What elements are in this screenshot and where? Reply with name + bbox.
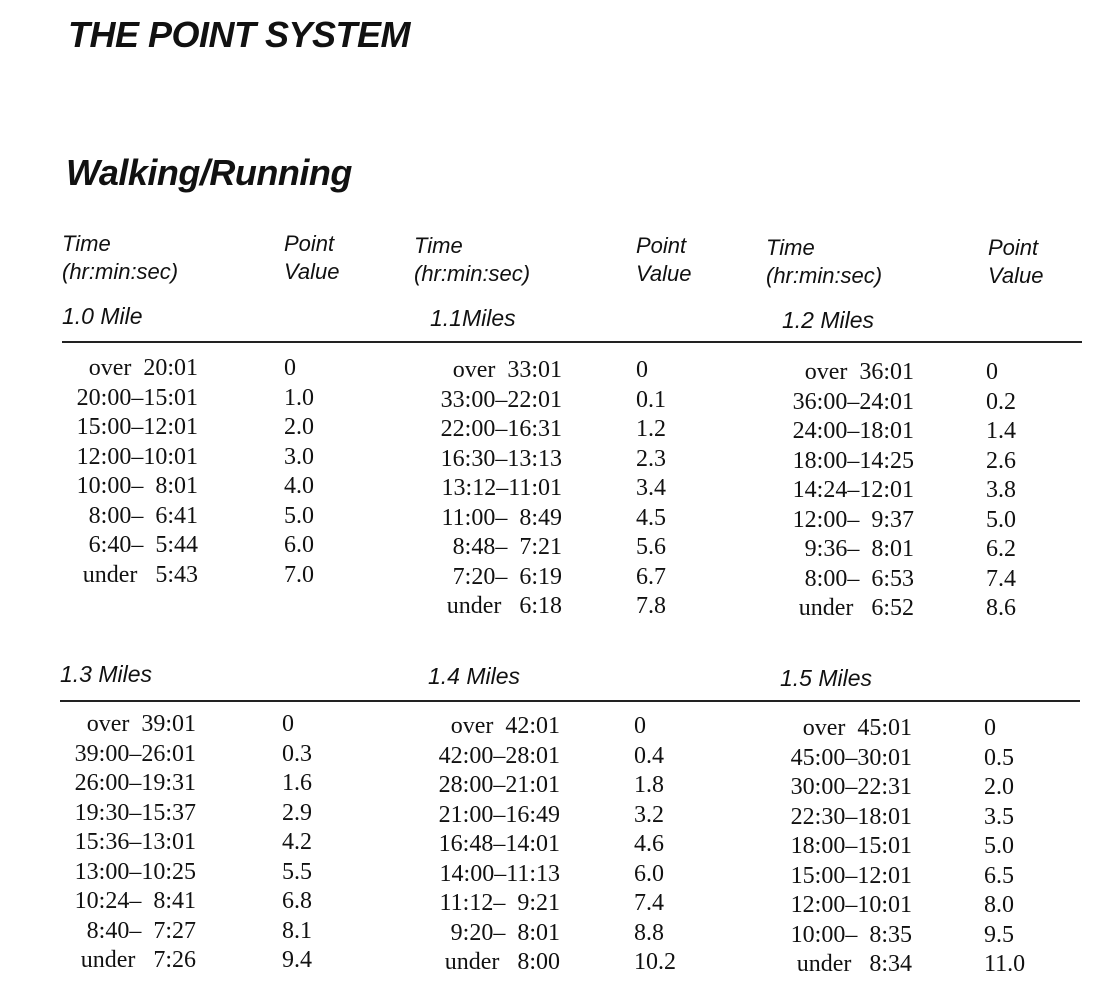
point-value-cell: 2.0 xyxy=(284,414,314,440)
point-value-cell: 0.4 xyxy=(634,742,664,769)
time-range-cell: 13:12–11:01 xyxy=(441,475,562,501)
point-value-cell: 1.0 xyxy=(284,384,314,411)
time-range-cell: 21:00–16:49 xyxy=(438,801,560,828)
point-value-cell: 4.6 xyxy=(634,831,664,857)
point-value-cell: 0 xyxy=(984,715,996,741)
time-range-cell: 6:40– 5:44 xyxy=(88,532,198,558)
time-range-cell: 26:00–19:31 xyxy=(74,770,196,796)
point-value-cell: 0 xyxy=(986,359,998,385)
time-range-cell: 36:00–24:01 xyxy=(792,388,914,415)
point-value-cell: 1.4 xyxy=(986,418,1016,444)
points-column-1-2-miles xyxy=(986,358,1016,624)
time-range-cell: 16:30–13:13 xyxy=(440,445,562,472)
point-value-cell: 8.0 xyxy=(984,892,1014,918)
point-value-cell: 0 xyxy=(634,713,646,739)
time-range-cell: 12:00–10:01 xyxy=(790,892,912,918)
time-range-cell: 19:30–15:37 xyxy=(74,799,196,826)
section-title: Walking/Running xyxy=(66,152,352,193)
time-range-cell: over 20:01 xyxy=(88,355,198,381)
time-range-cell: under 8:34 xyxy=(796,951,912,977)
point-value-header-3: Point Value xyxy=(988,235,1044,288)
time-range-cell: under 5:43 xyxy=(82,561,198,588)
point-value-cell: 3.0 xyxy=(284,443,314,470)
time-column-1-4-miles xyxy=(420,712,560,978)
points-column-1-3-miles xyxy=(282,710,312,976)
point-value-cell: 9.5 xyxy=(984,921,1014,948)
point-value-cell: 2.6 xyxy=(986,447,1016,474)
distance-label-1-0-mile: 1.0 Mile xyxy=(62,303,143,329)
point-value-cell: 0 xyxy=(284,355,296,381)
points-column-1-4-miles xyxy=(634,712,676,978)
time-range-cell: over 42:01 xyxy=(450,713,560,739)
point-value-cell: 6.0 xyxy=(284,532,314,558)
time-range-cell: 28:00–21:01 xyxy=(438,772,560,798)
time-range-cell: 45:00–30:01 xyxy=(790,744,912,771)
divider-rule-top xyxy=(62,341,1082,343)
time-range-cell: 22:30–18:01 xyxy=(790,803,912,830)
time-range-cell: 18:00–14:25 xyxy=(792,447,914,474)
time-range-cell: 10:00– 8:01 xyxy=(76,473,198,499)
time-range-cell: 22:00–16:31 xyxy=(440,416,562,442)
point-value-cell: 1.2 xyxy=(636,416,666,442)
time-column-1-2-miles xyxy=(774,358,914,624)
point-value-cell: 7.4 xyxy=(634,890,664,916)
time-range-cell: under 8:00 xyxy=(444,949,560,975)
divider-rule-bottom xyxy=(60,700,1080,702)
points-column-1-0-mile xyxy=(284,354,314,590)
point-value-cell: 6.0 xyxy=(634,860,664,887)
point-value-cell: 6.8 xyxy=(282,888,312,914)
point-value-cell: 4.5 xyxy=(636,504,666,531)
point-value-cell: 11.0 xyxy=(984,951,1026,977)
time-range-cell: under 6:18 xyxy=(446,593,562,619)
point-value-header-2: Point Value xyxy=(636,233,692,286)
time-range-cell: 14:24–12:01 xyxy=(792,477,914,503)
point-value-cell: 7.8 xyxy=(636,593,666,619)
point-value-cell: 1.8 xyxy=(634,772,664,798)
time-range-cell: 11:12– 9:21 xyxy=(439,890,560,916)
time-range-cell: over 33:01 xyxy=(452,357,562,383)
time-range-cell: 9:36– 8:01 xyxy=(804,536,914,562)
time-range-cell: 10:24– 8:41 xyxy=(74,888,196,914)
time-range-cell: 9:20– 8:01 xyxy=(450,919,560,946)
point-value-cell: 3.4 xyxy=(636,475,666,501)
point-value-cell: 2.0 xyxy=(984,774,1014,800)
point-value-cell: 6.2 xyxy=(986,536,1016,562)
time-range-cell: 11:00– 8:49 xyxy=(441,504,562,531)
time-range-cell: over 36:01 xyxy=(804,359,914,385)
time-range-cell: 8:00– 6:41 xyxy=(88,502,198,529)
point-value-cell: 2.9 xyxy=(282,799,312,826)
time-range-cell: 16:48–14:01 xyxy=(438,831,560,857)
page-title: THE POINT SYSTEM xyxy=(68,14,411,55)
time-range-cell: over 39:01 xyxy=(86,711,196,737)
point-value-cell: 3.8 xyxy=(986,477,1016,503)
time-range-cell: 15:36–13:01 xyxy=(74,829,196,855)
point-value-cell: 3.5 xyxy=(984,803,1014,830)
time-range-cell: 42:00–28:01 xyxy=(438,742,560,769)
time-range-cell: 24:00–18:01 xyxy=(792,418,914,444)
time-range-cell: 18:00–15:01 xyxy=(790,833,912,859)
point-value-cell: 0 xyxy=(282,711,294,737)
time-column-1-5-miles xyxy=(772,714,912,980)
point-value-cell: 5.0 xyxy=(284,502,314,529)
point-value-cell: 0.1 xyxy=(636,386,666,413)
point-value-cell: 8.6 xyxy=(986,595,1016,621)
time-range-cell: under 6:52 xyxy=(798,595,914,621)
point-value-header-1: Point Value xyxy=(284,231,340,284)
point-value-cell: 0 xyxy=(636,357,648,383)
point-value-cell: 0.2 xyxy=(986,388,1016,415)
time-column-1-1-miles xyxy=(422,356,562,622)
point-value-cell: 6.5 xyxy=(984,862,1014,889)
time-header-2: Time (hr:min:sec) xyxy=(414,233,531,286)
time-range-cell: 20:00–15:01 xyxy=(76,384,198,411)
time-range-cell: 7:20– 6:19 xyxy=(452,563,562,590)
time-range-cell: 8:40– 7:27 xyxy=(86,917,196,944)
point-value-cell: 5.5 xyxy=(282,858,312,885)
point-value-cell: 5.6 xyxy=(636,534,666,560)
time-range-cell: 12:00–10:01 xyxy=(76,443,198,470)
point-value-cell: 4.0 xyxy=(284,473,314,499)
point-value-cell: 8.8 xyxy=(634,919,664,946)
distance-label-1-4-miles: 1.4 Miles xyxy=(428,663,521,689)
time-range-cell: 10:00– 8:35 xyxy=(790,921,912,948)
distance-label-1-5-miles: 1.5 Miles xyxy=(780,665,873,691)
point-value-cell: 7.0 xyxy=(284,561,314,588)
point-value-cell: 0.3 xyxy=(282,740,312,767)
time-range-cell: 39:00–26:01 xyxy=(74,740,196,767)
time-range-cell: 12:00– 9:37 xyxy=(792,506,914,533)
point-value-cell: 6.7 xyxy=(636,563,666,590)
time-range-cell: 13:00–10:25 xyxy=(74,858,196,885)
time-range-cell: 33:00–22:01 xyxy=(440,386,562,413)
time-column-1-0-mile xyxy=(58,354,198,590)
time-header-1: Time (hr:min:sec) xyxy=(62,231,179,284)
time-column-1-3-miles xyxy=(56,710,196,976)
point-value-cell: 10.2 xyxy=(634,949,676,975)
point-value-cell: 9.4 xyxy=(282,947,312,973)
distance-label-1-2-miles: 1.2 Miles xyxy=(782,307,875,333)
time-header-3: Time (hr:min:sec) xyxy=(766,235,883,288)
distance-label-1-1-miles: 1.1Miles xyxy=(430,305,516,331)
point-value-cell: 3.2 xyxy=(634,801,664,828)
time-range-cell: under 7:26 xyxy=(80,947,196,973)
point-value-cell: 7.4 xyxy=(986,565,1016,592)
point-value-cell: 4.2 xyxy=(282,829,312,855)
points-column-1-1-miles xyxy=(636,356,666,622)
time-range-cell: over 45:01 xyxy=(802,715,912,741)
point-value-cell: 8.1 xyxy=(282,917,312,944)
distance-label-1-3-miles: 1.3 Miles xyxy=(60,661,153,687)
points-column-1-5-miles xyxy=(984,714,1025,980)
point-value-cell: 0.5 xyxy=(984,744,1014,771)
point-value-cell: 5.0 xyxy=(986,506,1016,533)
time-range-cell: 14:00–11:13 xyxy=(439,860,560,887)
point-value-cell: 1.6 xyxy=(282,770,312,796)
time-range-cell: 8:00– 6:53 xyxy=(804,565,914,592)
point-value-cell: 5.0 xyxy=(984,833,1014,859)
point-value-cell: 2.3 xyxy=(636,445,666,472)
time-range-cell: 8:48– 7:21 xyxy=(452,534,562,560)
time-range-cell: 15:00–12:01 xyxy=(790,862,912,889)
time-range-cell: 30:00–22:31 xyxy=(790,774,912,800)
time-range-cell: 15:00–12:01 xyxy=(76,414,198,440)
